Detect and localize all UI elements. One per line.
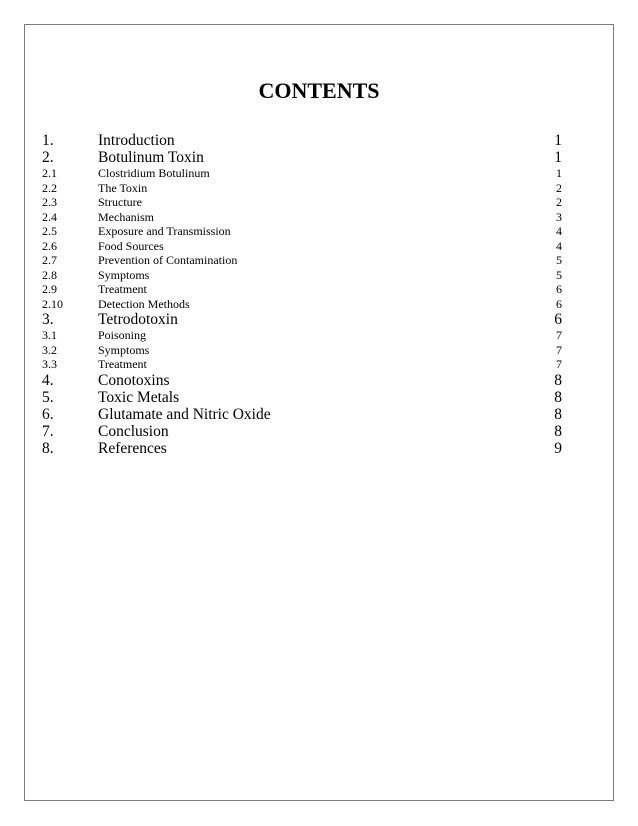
toc-entry-page-number: 2 xyxy=(556,195,562,209)
toc-entry[interactable] xyxy=(42,297,562,312)
toc-entry-label: Introduction xyxy=(98,132,175,149)
toc-entry-label: Treatment xyxy=(98,282,147,296)
toc-entry-page-number: 1 xyxy=(554,132,562,149)
toc-entry-number: 2.9 xyxy=(42,282,57,296)
toc-entry-label: Clostridium Botulinum xyxy=(98,166,210,180)
toc-entry[interactable] xyxy=(42,423,562,440)
toc-entry-number: 2.1 xyxy=(42,166,57,180)
toc-entry-number: 2.2 xyxy=(42,180,57,195)
toc-entry-label: Structure xyxy=(98,195,142,209)
toc-entry-number: 2.8 xyxy=(42,267,57,282)
toc-entry-number: 3.2 xyxy=(42,342,57,357)
toc-entry-number: 6. xyxy=(42,405,54,423)
toc-entry-label: Poisoning xyxy=(98,328,147,342)
toc-entry-label: Symptoms xyxy=(98,342,150,357)
toc-entry[interactable] xyxy=(42,224,562,239)
toc-entry-number: 2. xyxy=(42,149,54,166)
toc-entry-number: 1. xyxy=(42,132,54,149)
toc-entry[interactable] xyxy=(42,253,562,268)
toc-entry-label: Food Sources xyxy=(98,238,164,253)
toc-entry-label: The Toxin xyxy=(98,180,148,195)
toc-entry[interactable] xyxy=(42,372,562,389)
toc-entry[interactable] xyxy=(42,166,562,181)
toc-entry-page-number: 7 xyxy=(556,357,562,371)
toc-entry[interactable] xyxy=(42,239,562,254)
toc-entry-number: 2.5 xyxy=(42,224,57,238)
toc-entry[interactable] xyxy=(42,132,562,149)
toc-entry-page-number: 4 xyxy=(556,224,562,238)
table-of-contents xyxy=(42,132,562,457)
toc-entry-label: Botulinum Toxin xyxy=(98,149,204,166)
toc-entry-page-number: 9 xyxy=(554,439,562,457)
toc-entry-number: 3.3 xyxy=(42,357,57,371)
toc-entry[interactable] xyxy=(42,282,562,297)
toc-entry[interactable] xyxy=(42,440,562,457)
toc-entry-page-number: 6 xyxy=(556,296,562,311)
toc-entry-label: Toxic Metals xyxy=(98,388,180,406)
toc-entry[interactable] xyxy=(42,406,562,423)
toc-entry-page-number: 8 xyxy=(554,371,562,389)
toc-entry[interactable] xyxy=(42,389,562,406)
toc-entry[interactable] xyxy=(42,149,562,166)
toc-entry-number: 5. xyxy=(42,388,54,406)
toc-entry-label: Symptoms xyxy=(98,267,150,282)
toc-entry-number: 3.1 xyxy=(42,328,57,342)
toc-entry[interactable] xyxy=(42,343,562,358)
toc-entry-page-number: 3 xyxy=(556,209,562,224)
toc-entry-label: Prevention of Contamination xyxy=(98,253,238,267)
toc-entry[interactable] xyxy=(42,268,562,283)
toc-entry[interactable] xyxy=(42,181,562,196)
toc-entry-label: Conclusion xyxy=(98,422,169,440)
toc-entry-page-number: 5 xyxy=(556,253,562,267)
toc-entry-page-number: 6 xyxy=(556,282,562,296)
toc-entry-page-number: 8 xyxy=(554,405,562,423)
toc-entry-page-number: 2 xyxy=(556,180,562,195)
toc-entry-page-number: 6 xyxy=(554,311,562,328)
toc-entry[interactable] xyxy=(42,195,562,210)
toc-entry-label: Exposure and Transmission xyxy=(98,224,231,238)
toc-entry[interactable] xyxy=(42,328,562,343)
toc-entry-label: Tetrodotoxin xyxy=(98,311,178,328)
toc-entry-page-number: 4 xyxy=(556,238,562,253)
toc-entry-number: 8. xyxy=(42,439,54,457)
toc-entry-number: 2.10 xyxy=(42,296,63,311)
toc-entry[interactable] xyxy=(42,210,562,225)
toc-entry-page-number: 5 xyxy=(556,267,562,282)
toc-entry-number: 3. xyxy=(42,311,54,328)
toc-entry-number: 2.3 xyxy=(42,195,57,209)
toc-entry-number: 2.7 xyxy=(42,253,57,267)
toc-entry-label: References xyxy=(98,439,167,457)
toc-entry[interactable] xyxy=(42,311,562,328)
toc-entry-number: 2.6 xyxy=(42,238,57,253)
toc-entry-page-number: 1 xyxy=(556,166,562,180)
toc-entry-number: 7. xyxy=(42,422,54,440)
toc-entry-page-number: 1 xyxy=(554,149,562,166)
toc-entry-label: Glutamate and Nitric Oxide xyxy=(98,405,271,423)
toc-entry-page-number: 8 xyxy=(554,422,562,440)
toc-entry-number: 2.4 xyxy=(42,209,57,224)
toc-entry[interactable] xyxy=(42,357,562,372)
toc-entry-label: Treatment xyxy=(98,357,147,371)
toc-entry-page-number: 7 xyxy=(556,342,562,357)
page-title: CONTENTS xyxy=(258,78,380,103)
toc-entry-page-number: 7 xyxy=(556,328,562,342)
toc-entry-number: 4. xyxy=(42,371,54,389)
toc-entry-page-number: 8 xyxy=(554,388,562,406)
toc-entry-label: Conotoxins xyxy=(98,371,170,389)
toc-entry-label: Mechanism xyxy=(98,209,154,224)
toc-entry-label: Detection Methods xyxy=(98,296,190,311)
